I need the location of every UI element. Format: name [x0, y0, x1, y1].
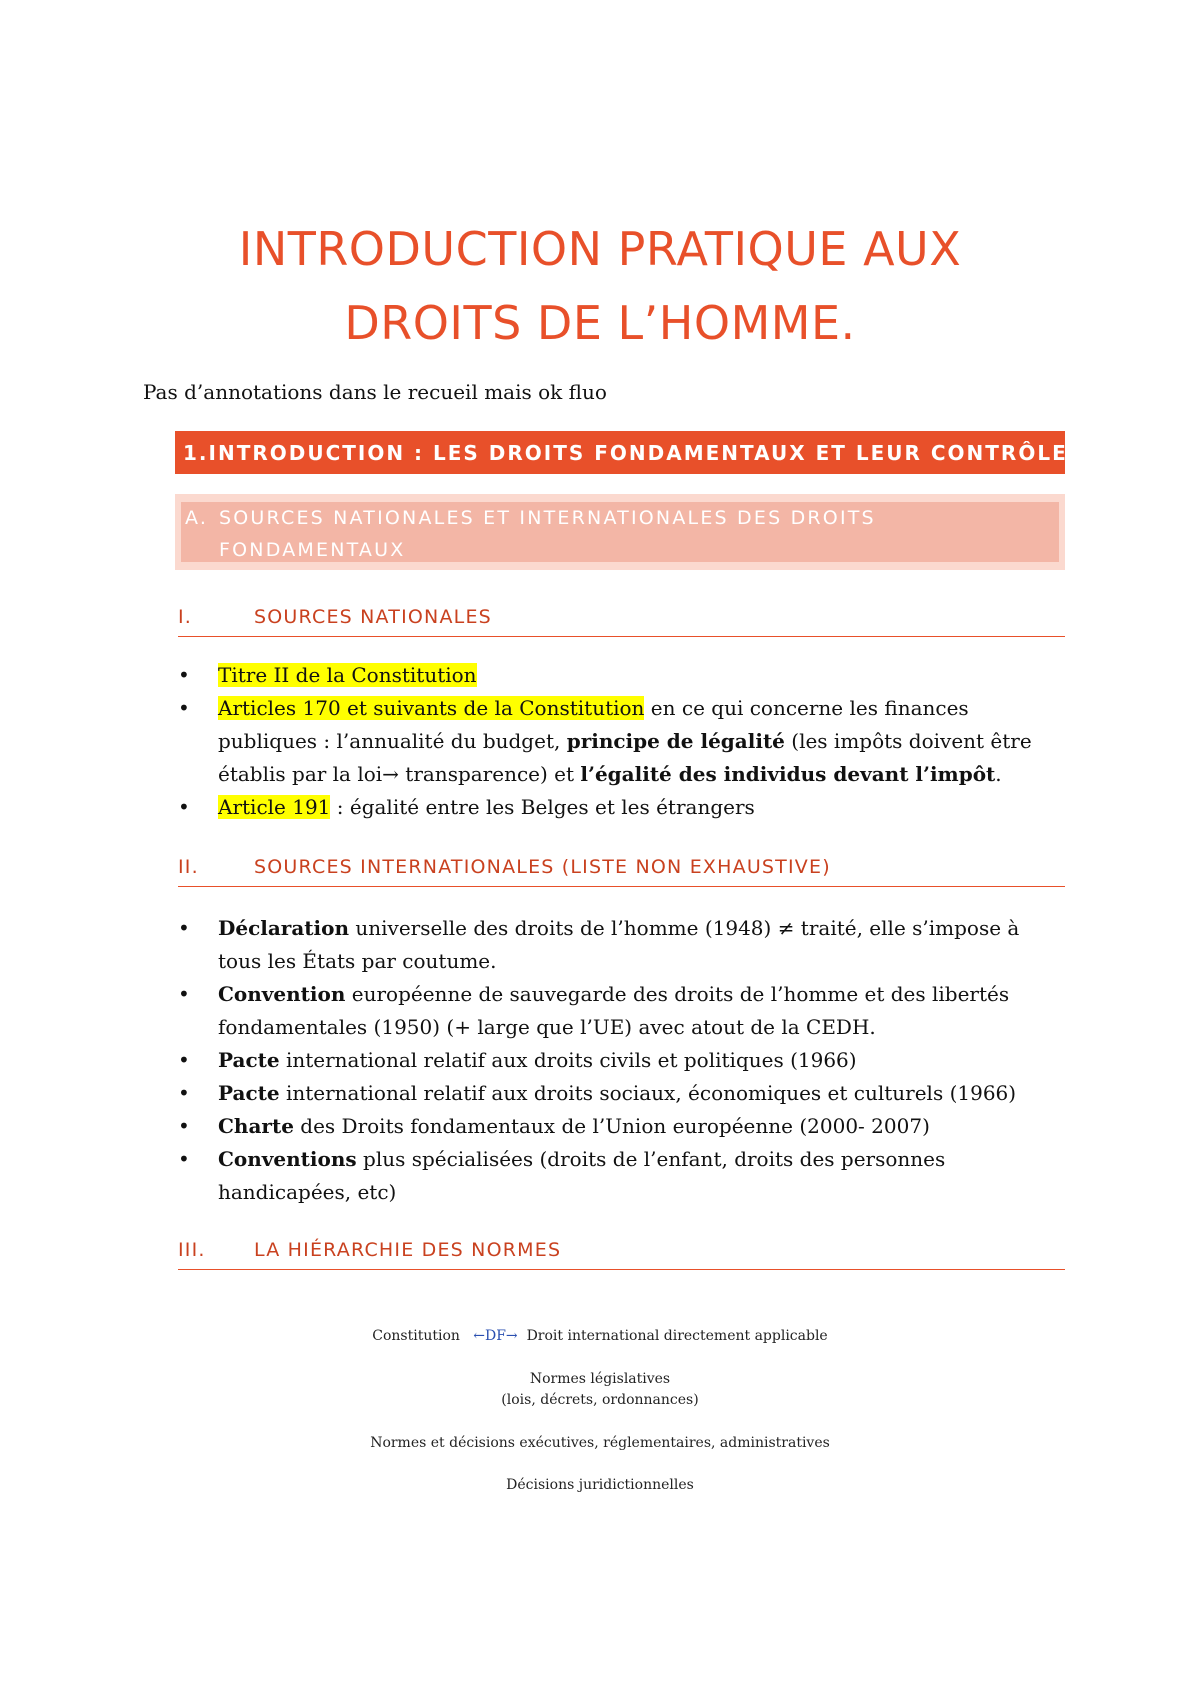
document-title-line-1: INTRODUCTION PRATIQUE AUX [238, 222, 962, 276]
bullet-icon: • [178, 1114, 190, 1138]
heading-number: II. [178, 856, 199, 878]
heading-section-a [175, 494, 1065, 570]
bullet-icon: • [178, 663, 190, 687]
hierarchy-level-3: Normes et décisions exécutives, réglementaires, administratives [370, 1435, 830, 1451]
list-sources-internationales [178, 912, 1068, 1209]
bold-text: Déclaration [218, 916, 350, 940]
bullet-icon: • [178, 696, 190, 720]
highlighted-text: Titre II de la Constitution [218, 663, 477, 687]
document-title-line-2: DROITS DE L’HOMME. [344, 296, 856, 350]
bold-text: Convention [218, 982, 346, 1006]
item-text: des Droits fondamentaux de l’Union européenne (2000- 2007) [293, 1114, 930, 1138]
bullet-icon: • [178, 1048, 190, 1072]
item-text: européenne de sauvegarde des droits de l’homme et des libertés fondamentales (1950) (+ large que l’UE) avec atout de la CEDH. [218, 982, 1010, 1039]
heading-number: III. [178, 1239, 206, 1261]
heading-label: SOURCES NATIONALES ET INTERNATIONALES DES DROITS FONDAMENTAUX [219, 507, 876, 561]
highlighted-text: Article 191 [218, 795, 331, 819]
intro-note: Pas d’annotations dans le recueil mais ok fluo [143, 380, 607, 404]
bidirectional-arrow-icon: ←DF→ [473, 1328, 518, 1344]
hierarchy-level-1 [0, 1328, 1200, 1344]
bold-text: l’égalité des individus devant l’impôt [580, 762, 996, 786]
bold-text: Conventions [218, 1147, 357, 1171]
bullet-icon: • [178, 1081, 190, 1105]
heading-label: SOURCES NATIONALES [254, 606, 492, 628]
item-text: en ce qui concerne les finances publiques : l’annualité du budget, [218, 696, 969, 753]
hierarchy-level-4: Décisions juridictionnelles [506, 1477, 694, 1493]
list-item [178, 659, 1068, 692]
bullet-icon: • [178, 1147, 190, 1171]
heading-label: SOURCES INTERNATIONALES (LISTE NON EXHAUSTIVE) [254, 856, 831, 878]
item-text: : égalité entre les Belges et les étrangers [330, 795, 755, 819]
item-text: international relatif aux droits sociaux, économiques et culturels (1966) [279, 1081, 1017, 1105]
list-item [178, 1110, 1068, 1143]
list-item [178, 1143, 1068, 1209]
highlighted-text: Articles 170 et suivants de la Constitution [218, 696, 645, 720]
heading-label: INTRODUCTION : LES DROITS FONDAMENTAUX ET LEUR CONTRÔLE [208, 440, 1068, 465]
hierarchy-constitution: Constitution [372, 1328, 460, 1344]
hierarchy-international-law: Droit international directement applicable [526, 1328, 828, 1344]
list-item [178, 692, 1068, 791]
bullet-icon: • [178, 916, 190, 940]
list-item [178, 1077, 1068, 1110]
bold-text: principe de légalité [566, 729, 785, 753]
heading-sources-nationales [178, 602, 1065, 637]
item-text: . [995, 762, 1002, 786]
heading-label: LA HIÉRARCHIE DES NORMES [254, 1239, 562, 1261]
item-text: universelle des droits de l’homme (1948) ≠ traité, elle s’impose à tous les États par coutume. [218, 916, 1020, 973]
bold-text: Charte [218, 1114, 294, 1138]
bullet-icon: • [178, 982, 190, 1006]
heading-number: 1. [183, 440, 209, 465]
list-item [178, 791, 1068, 824]
item-text: international relatif aux droits civils et politiques (1966) [279, 1048, 857, 1072]
heading-section-a-inner [181, 502, 1059, 562]
item-text: plus spécialisées (droits de l’enfant, droits des personnes handicapées, etc) [218, 1147, 946, 1204]
heading-hierarchie-des-normes [178, 1235, 1065, 1270]
heading-number: A. [185, 507, 209, 529]
list-item [178, 978, 1068, 1044]
bold-text: Pacte [218, 1048, 280, 1072]
list-item [178, 912, 1068, 978]
hierarchy-level-2-detail: (lois, décrets, ordonnances) [501, 1392, 699, 1408]
heading-number: I. [178, 606, 193, 628]
bold-text: Pacte [218, 1081, 280, 1105]
heading-sources-internationales [178, 852, 1065, 887]
list-item [178, 1044, 1068, 1077]
heading-section-1 [175, 431, 1068, 474]
bullet-icon: • [178, 795, 190, 819]
hierarchy-level-2: Normes législatives [529, 1371, 671, 1387]
list-sources-nationales [178, 659, 1068, 824]
item-text: (les impôts doivent être établis par la loi→ transparence) et [218, 729, 1032, 786]
